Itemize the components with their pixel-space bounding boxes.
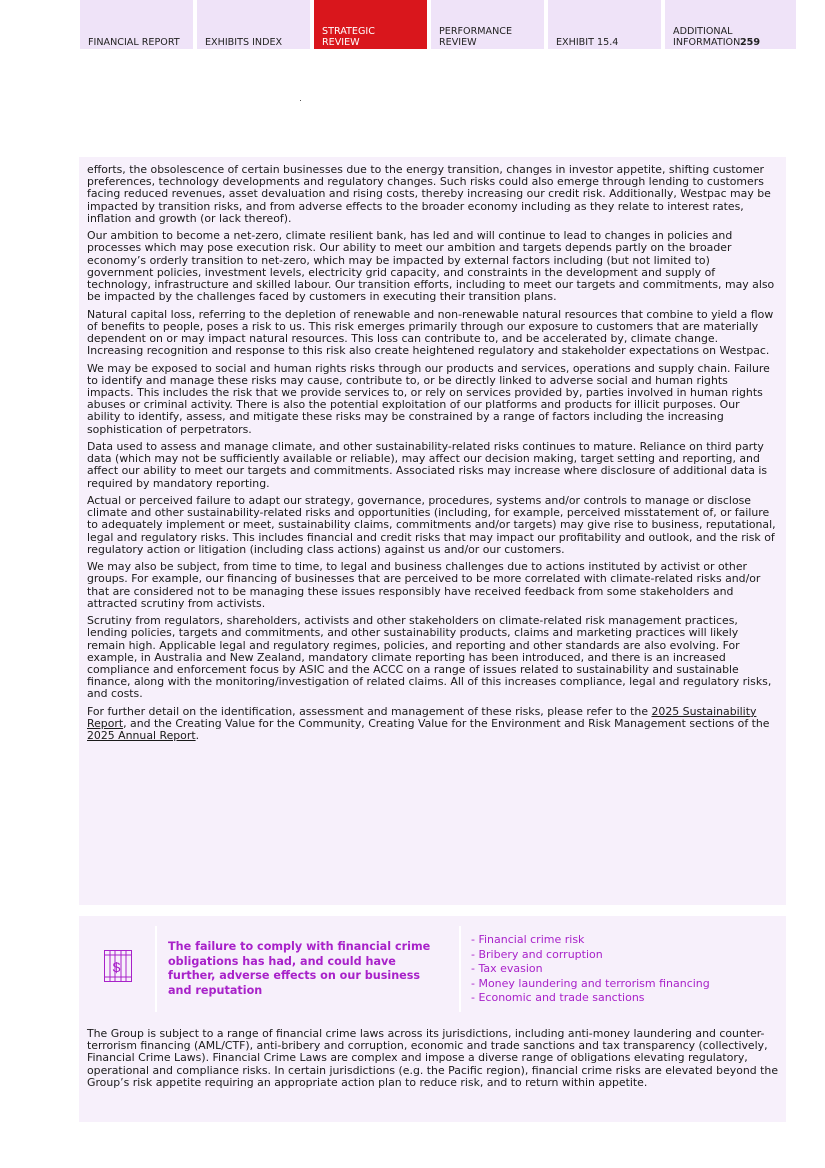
financial-crime-risk-panel — [79, 916, 786, 1122]
tab-label: EXHIBIT 15.4 — [556, 37, 619, 48]
paragraph: We may be exposed to social and human rights risks through our products and services, operations and supply chain. Failure to identify and manage these risks may cause, contribute to, or be directly linked to adverse social and human rights impacts. This includes the risk that we provide services to, or rely on services provided by, parties involved in human rights abuses or criminal activity. There is also the potential exploitation of our platforms and products for illicit purposes. Our ability to identify, assess, and mitigate these risks may be constrained by a range of factors including the increasing sophistication of perpetrators. — [87, 361, 770, 436]
sustainability-report-link[interactable]: 2025 Sustainability Report — [87, 704, 757, 731]
paragraph: We may also be subject, from time to time, to legal and business challenges due to actions instituted by activist or other groups. For example, our financing of businesses that are perceived to be more correlated with climate-related risks and/or that are considered not to be managing these issues responsibly have received feedback from some stakeholders and attracted scrutiny from activists. — [87, 560, 761, 610]
tab-financial-report[interactable] — [80, 0, 193, 49]
paragraph: Scrutiny from regulators, shareholders, activists and other stakeholders on climate-related risk management practices, lending policies, targets and commitments, and other sustainability products, claims and marketing practices will likely remain high. Applicable legal and regulatory regimes, policies, and reporting and other standards are also evolving. For example, in Australia and New Zealand, mandatory climate reporting has been introduced, and there is an increased compliance and enforcement focus by ASIC and the ACCC on a range of issues related to sustainability and sustainable finance, along with the monitoring/investigation of related claims. All of this increases compliance, legal and regulatory risks, and costs. — [87, 614, 772, 701]
list-item: - Tax evasion — [471, 962, 543, 975]
tab-additional-information[interactable] — [665, 0, 796, 49]
paragraph: Data used to assess and manage climate, and other sustainability-related risks continues to mature. Reliance on third party data (which may not be sufficiently available or reliable), may affect our decision making, target setting and reporting, and affect our ability to meet our targets and commitments. Associated risks may increase where disclosure of additional data is required by mandatory reporting. — [87, 440, 768, 490]
risk-category-list — [471, 933, 771, 1006]
list-item: - Bribery and corruption — [471, 947, 603, 961]
list-item: - Economic and trade sanctions — [471, 991, 645, 1004]
divider — [459, 926, 461, 1012]
further-detail-middle: , and the Creating Value for the Community, Creating Value for the Environment and Risk Management sections of the — [123, 717, 770, 731]
financial-crime-icon — [103, 949, 133, 983]
tab-label: EXHIBITS INDEX — [205, 37, 283, 48]
tab-label: STRATEGIC REVIEW — [322, 26, 375, 48]
risk-narrative-panel — [79, 157, 786, 905]
tab-performance-review[interactable] — [431, 0, 544, 49]
tab-label: PERFORMANCE REVIEW — [439, 26, 513, 48]
list-item: - Money laundering and terrorism financing — [471, 976, 710, 990]
section-nav — [80, 0, 796, 49]
tab-label: ADDITIONAL INFORMATION — [673, 26, 741, 48]
risk-title: The failure to comply with financial crime obligations has had, and could have further, adverse effects on our business and reputation — [168, 940, 431, 997]
risk-description: The Group is subject to a range of financial crime laws across its jurisdictions, including anti-money laundering and counter-terrorism financing (AML/CTF), anti-bribery and corruption, economic and trade sanctions and tax transparency (collectively, Financial Crime Laws). Financial Crime Laws are complex and impose a diverse range of obligations elevating regulatory, operational and compliance risks. In certain jurisdictions (e.g. the Pacific region), financial crime risks are elevated beyond the Group’s risk appetite requiring an appropriate action plan to reduce risk, and to return within appetite. — [87, 1027, 779, 1089]
paragraph: Our ambition to become a net-zero, climate resilient bank, has led and will continue to lead to changes in policies and processes which may pose execution risk. Our ability to meet our ambition and targets depends partly on the broader economy’s orderly transition to net-zero, which may be impacted by external factors including (but not limited to) government policies, investment levels, electricity grid capacity, and constraints in the development and supply of technology, infrastructure and skilled labour. Our transition efforts, including to meet our targets and commitments, may also be impacted by the challenges faced by customers in executing their transition plans. — [87, 229, 775, 304]
tab-exhibit-15-4[interactable] — [548, 0, 661, 49]
further-detail-prefix: For further detail on the identification, assessment and management of these risks, please refer to the — [87, 704, 652, 718]
paragraph: Actual or perceived failure to adapt our strategy, governance, procedures, systems and/or controls to manage or disclose climate and other sustainability-related risks and opportunities (including, for example, perceived misstatement of, or failure to adequately implement or meet, sustainability claims, commitments and/or targets) may give rise to business, reputational, legal and regulatory risks. This includes financial and credit risks that may impact our profitability and outlook, and the risk of regulatory action or litigation (including class actions) against us and/or our customers. — [87, 494, 776, 556]
tab-exhibits-index[interactable] — [197, 0, 310, 49]
paragraph: Natural capital loss, referring to the depletion of renewable and non-renewable natural resources that combine to yield a flow of benefits to people, poses a risk to us. This risk emerges primarily through our exposure to customers that are materially dependent on or may impact natural resources. This loss can contribute to, and be accelerated by, climate change. Increasing recognition and response to this risk also create heightened regulatory and stakeholder expectations on Westpac. — [87, 307, 774, 358]
annual-report-link[interactable]: 2025 Annual Report — [87, 729, 196, 743]
further-detail-paragraph — [87, 706, 776, 743]
paragraph: efforts, the obsolescence of certain businesses due to the energy transition, changes in investor appetite, shifting customer preferences, technology developments and regulatory changes. Such risks could also emerge through lending to customers facing reduced revenues, asset devaluation and rising costs, thereby increasing our credit risk. Additionally, Westpac may be impacted by transition risks, and from adverse effects to the broader economy including as they relate to interest rates, inflation and growth (or lack thereof). — [87, 163, 771, 225]
svg-text:$: $ — [112, 959, 121, 975]
list-item: - Financial crime risk — [471, 933, 585, 946]
tab-strategic-review[interactable] — [314, 0, 427, 49]
page-number: 259 — [739, 37, 760, 48]
tab-label: FINANCIAL REPORT — [88, 37, 180, 48]
divider — [155, 926, 157, 1012]
stray-mark — [300, 100, 301, 101]
further-detail-suffix: . — [195, 729, 200, 743]
